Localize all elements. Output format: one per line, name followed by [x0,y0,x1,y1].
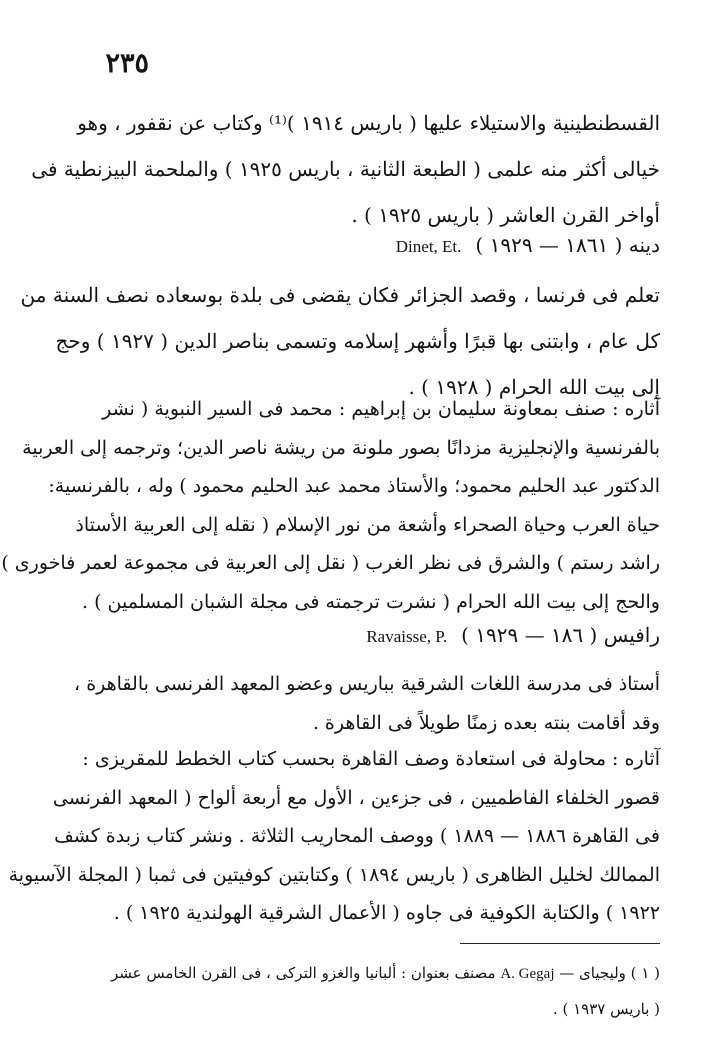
entry-heading-dinet [112,230,660,260]
bio-line: أستاذ فى مدرسة اللغات الشرقية بباريس وعضو المعهد الفرنسى بالقاهرة ، [74,673,660,695]
footnote-line [112,955,660,991]
works-line: آثاره : صنف بمعاونة سليمان بن إبراهيم : محمد فى السير النبوية ( نشر [102,398,660,420]
entry-heading-arabic: رافيس ( ١٨٦ — ١٩٢٩ ) [461,623,660,647]
bio-line: تعلم فى فرنسا ، وقصد الجزائر فكان يقضى فى بلدة بوسعاده نصف السنة من [20,283,660,307]
works-line: حياة العرب وحياة الصحراء وأشعة من نور الإسلام ( نقله إلى العربية الأستاذ [75,513,660,536]
entry-bio-ravaisse [74,665,660,742]
works-line: ١٩٢٢ ) والكتابة الكوفية فى جاوه ( الأعمال الشرقية الهولندية ١٩٢٥ ) . [113,902,660,924]
intro-line: القسطنطينية والاستيلاء عليها ( باريس ١٩١٤ )⁽¹⁾ وكتاب عن نقفور ، وهو [77,111,660,135]
footnote-marker: ( ١ ) وليجياى — [559,964,660,982]
entry-heading-arabic: دينه ( ١٨٦١ — ١٩٢٩ ) [475,233,660,257]
works-line: الدكتور عبد الحليم محمود؛ والأستاذ محمد عبد الحليم محمود ) وله ، بالفرنسية: [48,475,660,497]
works-line: والحج إلى بيت الله الحرام ( نشرت ترجمته فى مجلة الشبان المسلمين ) . [82,590,660,613]
works-line: قصور الخلفاء الفاطميين ، فى جزءين ، الأول مع أربعة ألواح ( المعهد الفرنسى [52,786,660,809]
entry-works-ravaisse [8,740,660,933]
works-line: فى القاهرة ١٨٨٦ — ١٨٨٩ ) ووصف المحاريب الثلاثة . ونشر كتاب زبدة كشف [54,825,660,847]
works-line: آثاره : محاولة فى استعادة وصف القاهرة بحسب كتاب الخطط للمقريزى : [82,748,660,770]
works-line: راشد رستم ) والشرق فى نظر الغرب ( نقل إلى العربية فى مجموعة لعمر فاخورى ) [1,552,660,574]
footnote-text: مصنف بعنوان : ألبانيا والغزو التركى ، فى القرن الخامس عشر [110,964,496,982]
footnote-latin-name: A. Gegaj [500,966,555,982]
intro-line: أواخر القرن العاشر ( باريس ١٩٢٥ ) . [351,203,660,227]
intro-line: خيالى أكثر منه علمى ( الطبعة الثانية ، باريس ١٩٢٥ ) والملحمة البيزنطية فى [31,157,660,181]
intro-paragraph [31,100,660,238]
entry-heading-latin: Ravaisse, P. [366,627,448,646]
bio-line: إلى بيت الله الحرام ( ١٩٢٨ ) . [408,375,660,399]
entry-heading-latin: Dinet, Et. [395,237,462,256]
works-line: الممالك لخليل الظاهرى ( باريس ١٨٩٤ ) وكتابتين كوفيتين فى ثمبا ( المجلة الآسيوية [8,863,660,886]
entry-works-dinet [1,390,660,621]
entry-heading-ravaisse [112,620,660,650]
footnote-line: ( باريس ١٩٣٧ ) . [552,1000,660,1018]
bio-line: كل عام ، وابتنى بها قبرًا وأشهر إسلامه وتسمى بناصر الدين ( ١٩٢٧ ) وحج [55,329,660,353]
footnote-divider [460,943,660,944]
works-line: بالفرنسية والإنجليزية مزدانًا بصور ملونة من ريشة ناصر الدين؛ وترجمه إلى العربية [22,436,660,459]
footnote [112,955,660,1027]
bio-line: وقد أقامت بنته بعده زمنًا طويلاً فى القاهرة . [312,711,660,734]
page-number: ٢٣٥ [105,48,149,79]
